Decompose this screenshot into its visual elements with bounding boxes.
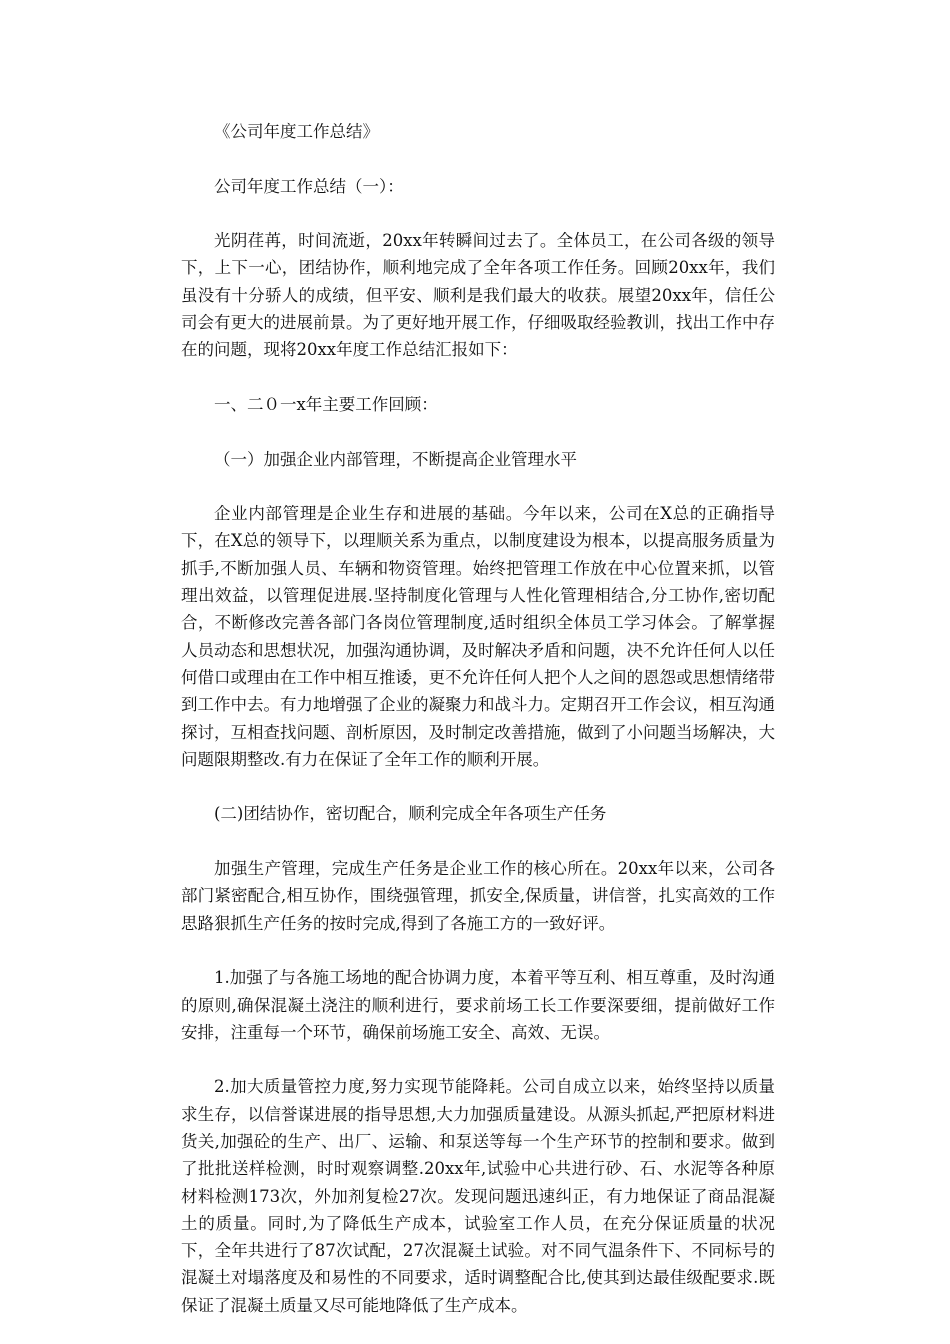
spacer	[181, 200, 775, 227]
subsection-body-1: 企业内部管理是企业生存和进展的基础。今年以来，公司在X总的正确指导下，在X总的领导下，以理顺关系为重点，以制度建设为根本，以提高服务质量为抓手,不断加强人员、车辆和物资管理。始终把管理工作放在中心位置来抓，以管理出效益，以管理促进展.坚持制度化管理与人性化管理相结合,分工协作,密切配合，不断修改完善各部门各岗位管理制度,适时组织全体员工学习体会。了解掌握人员动态和思想状况，加强沟通协调，及时解决矛盾和问题，决不允许任何人以任何借口或理由在工作中相互推诿，更不允许任何人把个人之间的恩怨或思想情绪带到工作中去。有力地增强了企业的凝聚力和战斗力。定期召开工作会议，相互沟通探讨，互相查找问题、剖析原因，及时制定改善措施，做到了小问题当场解决，大问题限期整改.有力在保证了全年工作的顺利开展。	[181, 504, 775, 769]
subsection-body-2: 加强生产管理，完成生产任务是企业工作的核心所在。20xx年以来，公司各部门紧密配合,相互协作，围绕强管理，抓安全,保质量，讲信誉，扎实高效的工作思路狠抓生产任务的按时完成,得到了各施工方的一致好评。	[181, 859, 775, 933]
document-page	[181, 118, 775, 1319]
spacer	[181, 364, 775, 391]
spacer	[181, 145, 775, 172]
document-title: 《公司年度工作总结》	[214, 122, 379, 141]
spacer	[181, 1046, 775, 1073]
section-heading: 一、二０一x年主要工作回顾：	[214, 394, 438, 414]
spacer	[181, 828, 775, 855]
spacer	[181, 937, 775, 964]
subsection-heading-2: (二)团结协作，密切配合，顺利完成全年各项生产任务	[214, 804, 607, 824]
intro-paragraph: 光阴荏苒，时间流逝，20xx年转瞬间过去了。全体员工，在公司各级的领导下，上下一心，团结协作，顺利地完成了全年各项工作任务。回顾20xx年，我们虽没有十分骄人的成绩，但平安、顺利是我们最大的收获。展望20xx年，信任公司会有更大的进展前景。为了更好地开展工作，仔细吸取经验教训，找出工作中存在的问题，现将20xx年度工作总结汇报如下：	[181, 231, 775, 360]
subsection-heading-1: （一）加强企业内部管理，不断提高企业管理水平	[214, 449, 577, 469]
document-subtitle: 公司年度工作总结（一）：	[214, 176, 404, 196]
spacer	[181, 473, 775, 500]
list-item-1: 1.加强了与各施工场地的配合协调力度，本着平等互利、相互尊重，及时沟通的原则,确保混凝土浇注的顺利进行，要求前场工长工作要深要细，提前做好工作安排，注重每一个环节，确保前场施工安全、高效、无误。	[181, 968, 775, 1042]
list-item-2: 2.加大质量管控力度,努力实现节能降耗。公司自成立以来，始终坚持以质量求生存，以信誉谋进展的指导思想,大力加强质量建设。从源头抓起,严把原材料进货关,加强砼的生产、出厂、运输、和泵送等每一个生产环节的控制和要求。做到了批批送样检测，时时观察调整.20xx年,试验中心共进行砂、石、水泥等各种原材料检测173次，外加剂复检27次。发现问题迅速纠正，有力地保证了商品混凝土的质量。同时,为了降低生产成本，试验室工作人员，在充分保证质量的状况下，全年共进行了87次试配，27次混凝土试验。对不同气温条件下、不同标号的混凝土对塌落度及和易性的不同要求，适时调整配合比,使其到达最佳级配要求.既保证了混凝土质量又尽可能地降低了生产成本。	[181, 1077, 775, 1315]
spacer	[181, 418, 775, 445]
spacer	[181, 773, 775, 800]
